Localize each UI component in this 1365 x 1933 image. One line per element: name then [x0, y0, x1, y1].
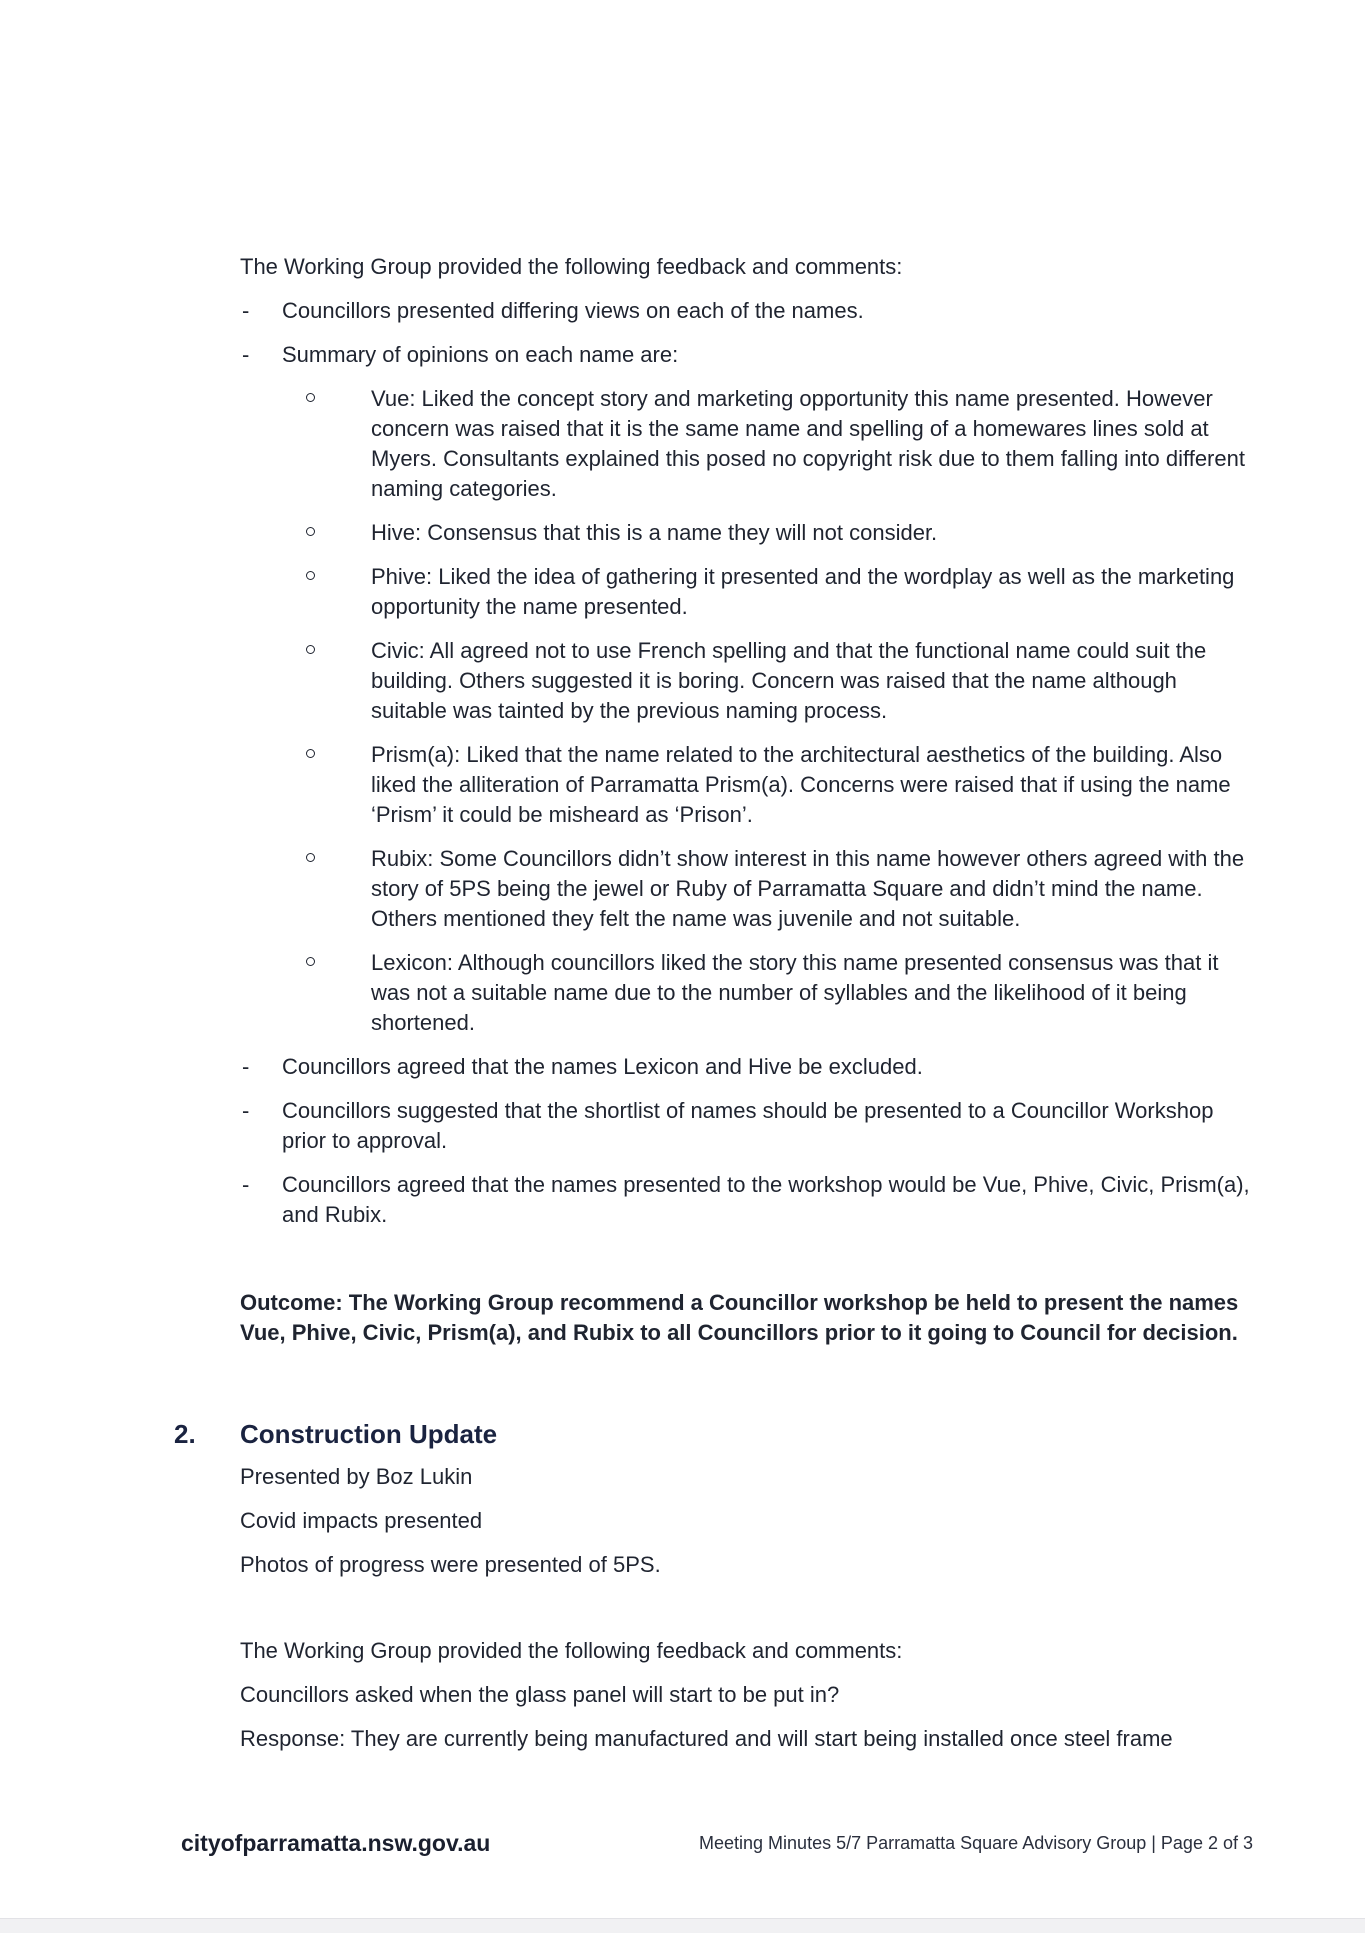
councillor-question: Councillors asked when the glass panel will start to be put in?: [240, 1682, 840, 1707]
feedback-list: [240, 296, 1260, 370]
page-footer: [0, 1825, 1365, 1861]
decision-text: Councillors suggested that the shortlist of names should be presented to a Councillor Workshop prior to approval.: [282, 1098, 1214, 1153]
name-opinions-list: [240, 384, 1260, 1038]
covid-line: Covid impacts presented: [240, 1508, 483, 1533]
presenter-line: Presented by Boz Lukin: [240, 1464, 473, 1489]
circle-bullet-icon: [306, 749, 315, 758]
section2-feedback-intro: The Working Group provided the following feedback and comments:: [240, 1638, 903, 1663]
decision-item: [240, 1170, 1260, 1230]
dash-marker: -: [242, 1054, 250, 1079]
opinion-text: Rubix: Some Councillors didn’t show interest in this name however others agreed with the story of 5PS being the jewel or Ruby of Parramatta Square and didn’t mind the name. Others mentioned they felt the name was juvenile and not suitable.: [371, 846, 1245, 931]
opinion-text: Vue: Liked the concept story and marketing opportunity this name presented. However concern was raised that it is the same name and spelling of a homewares lines sold at Myers. Consultants explained this posed no copyright risk due to them falling into different naming categories.: [371, 386, 1245, 501]
dash-marker: -: [242, 1172, 250, 1197]
dash-marker: -: [242, 298, 250, 323]
feedback-item: [240, 340, 1260, 370]
circle-bullet-icon: [306, 393, 315, 402]
footer-page-info: Meeting Minutes 5/7 Parramatta Square Advisory Group | Page 2 of 3: [699, 1833, 1253, 1853]
opinion-civic: [240, 636, 1260, 726]
opinion-text: Lexicon: Although councillors liked the story this name presented consensus was that it was not a suitable name due to the number of syllables and the likelihood of it being shortened.: [371, 950, 1219, 1035]
section-number: 2.: [174, 1419, 196, 1449]
page-bottom-edge: [0, 1918, 1365, 1933]
feedback-item: [240, 296, 1260, 326]
decision-item: [240, 1096, 1260, 1156]
photos-line: Photos of progress were presented of 5PS.: [240, 1552, 661, 1577]
feedback-text: Councillors presented differing views on each of the names.: [282, 298, 864, 323]
circle-bullet-icon: [306, 645, 315, 654]
dash-marker: -: [242, 1098, 250, 1123]
circle-bullet-icon: [306, 527, 315, 536]
page-content: [174, 252, 1260, 1768]
opinion-hive: [240, 518, 1260, 548]
section-construction-update: [174, 1416, 1260, 1754]
section-title: Construction Update: [240, 1419, 498, 1449]
opinion-text: Phive: Liked the idea of gathering it presented and the wordplay as well as the marketing opportunity the name presented.: [371, 564, 1235, 619]
decision-item: [240, 1052, 1260, 1082]
spacer: [240, 1594, 1260, 1636]
opinion-vue: [240, 384, 1260, 504]
opinion-lexicon: [240, 948, 1260, 1038]
dash-marker: -: [242, 342, 250, 367]
circle-bullet-icon: [306, 853, 315, 862]
opinion-text: Prism(a): Liked that the name related to the architectural aesthetics of the building. Also liked the alliteration of Parramatta Prism(a). Concerns were raised that if using the name ‘Prism’ it could be misheard as ‘Prison’.: [371, 742, 1231, 827]
decision-text: Councillors agreed that the names Lexicon and Hive be excluded.: [282, 1054, 923, 1079]
circle-bullet-icon: [306, 571, 315, 580]
opinion-rubix: [240, 844, 1260, 934]
opinion-text: Civic: All agreed not to use French spelling and that the functional name could suit the building. Others suggested it is boring. Concern was raised that the name although suitable was tainted by the previous naming process.: [371, 638, 1207, 723]
decision-list: [240, 1052, 1260, 1230]
outcome-statement: Outcome: The Working Group recommend a Councillor workshop be held to present the names Vue, Phive, Civic, Prism(a), and Rubix to all Councillors prior to it going to Council for decision.: [240, 1290, 1239, 1345]
feedback-intro: The Working Group provided the following feedback and comments:: [240, 254, 903, 279]
opinion-phive: [240, 562, 1260, 622]
feedback-text: Summary of opinions on each name are:: [282, 342, 679, 367]
opinion-text: Hive: Consensus that this is a name they will not consider.: [371, 520, 938, 545]
response-text: Response: They are currently being manufactured and will start being installed once steel frame: [240, 1726, 1173, 1751]
circle-bullet-icon: [306, 957, 315, 966]
decision-text: Councillors agreed that the names presented to the workshop would be Vue, Phive, Civic, Prism(a), and Rubix.: [282, 1172, 1250, 1227]
footer-website: cityofparramatta.nsw.gov.au: [181, 1830, 491, 1856]
opinion-prism: [240, 740, 1260, 830]
